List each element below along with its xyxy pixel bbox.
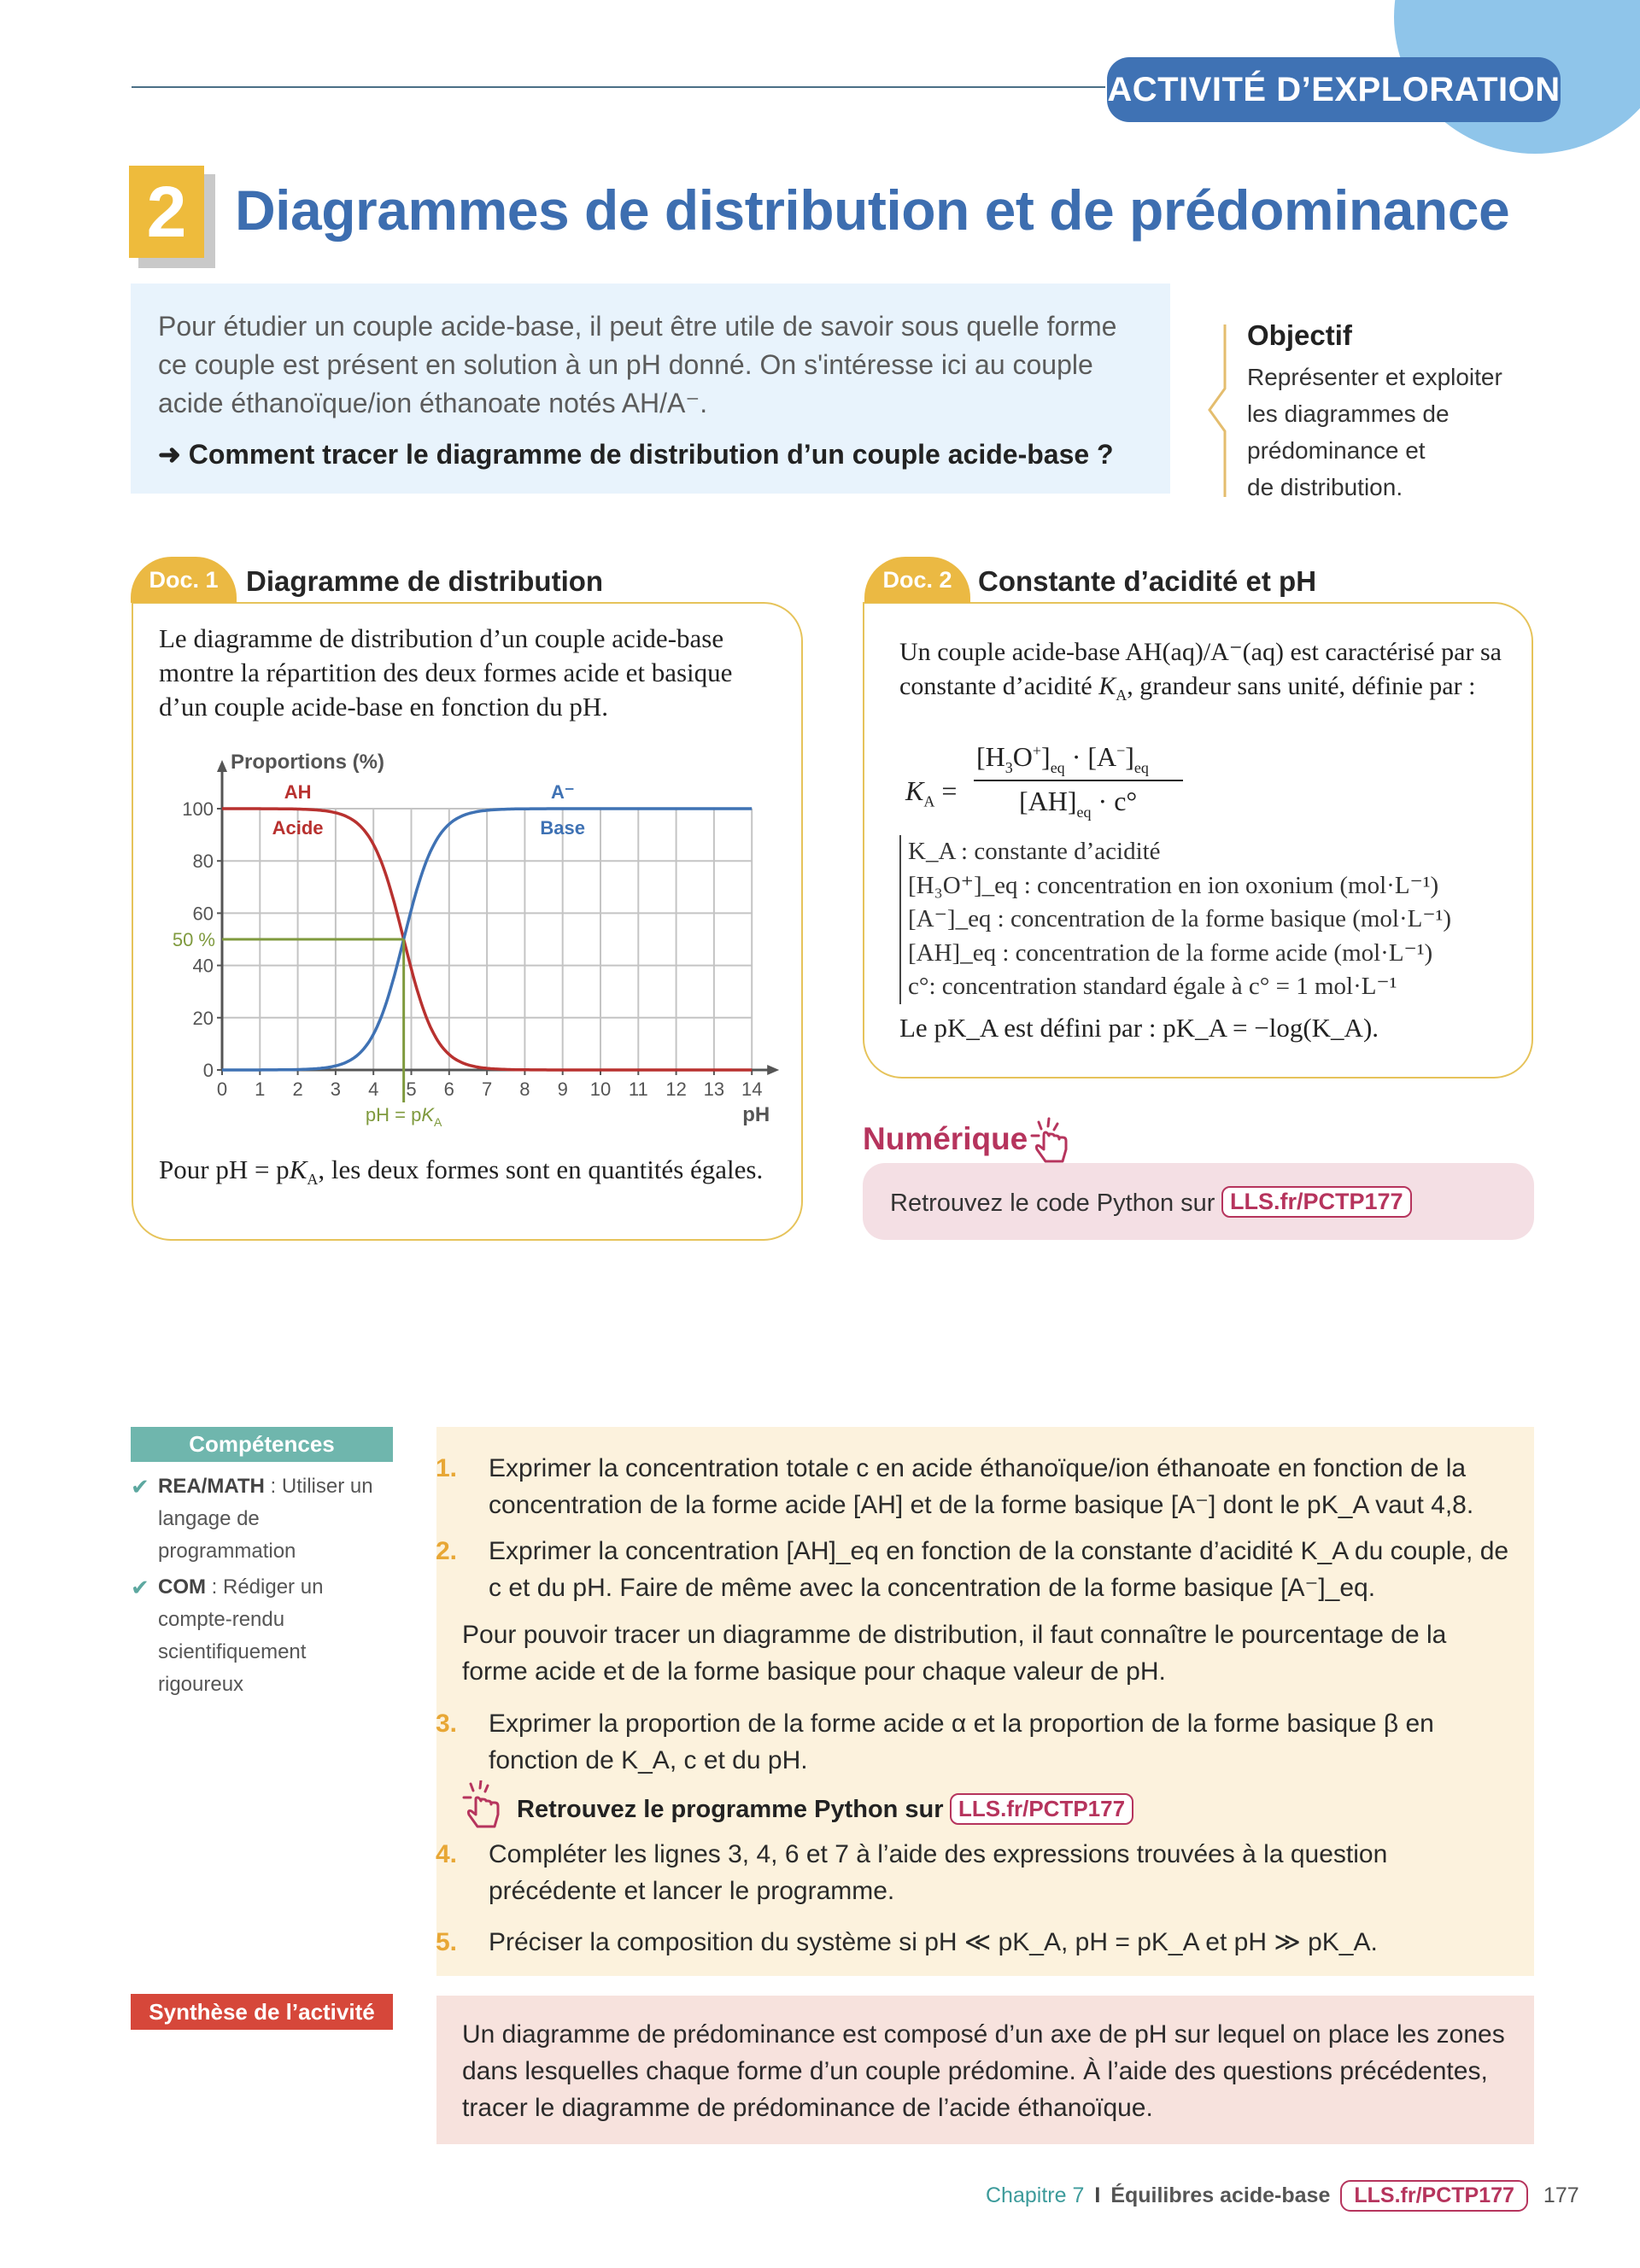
footer	[986, 2180, 1579, 2212]
objective-line: prédominance et	[1247, 437, 1426, 464]
svg-text:Proportions (%): Proportions (%)	[231, 751, 384, 774]
doc2-title: Constante d’acidité et pH	[978, 565, 1317, 597]
doc1-tab: Doc. 1	[131, 557, 237, 603]
intro-question	[158, 438, 1145, 471]
doc2-text: Un couple acide-base AH(aq)/A⁻(aq) est caractérisé par sa constante d’acidité $K_A$, grandeur sans unité, définie par :	[899, 638, 1502, 704]
doc1-text: Le diagramme de distribution d’un couple acide-base montre la répartition des deux formes acide et basique d’un couple acide-base en fonction du pH.	[159, 623, 733, 722]
distribution-chart	[145, 743, 794, 1136]
footer-chapter: Chapitre 7	[986, 2183, 1085, 2207]
svg-text:6: 6	[443, 1078, 454, 1100]
svg-text:pH = pKA: pH = $pK_A$	[365, 1104, 442, 1129]
activity-number-badge: 2	[129, 166, 204, 258]
header-rule	[132, 86, 1105, 88]
question-5: 5. Préciser la composition du système si pH ≪ pK_A, pH = pK_A et pH ≫ pK_A.	[436, 1928, 1378, 1956]
competence-item: ✔ COM : Rédiger un compte-rendu scientifiquement rigoureux	[131, 1571, 387, 1701]
objective-title: Objectif	[1247, 319, 1352, 351]
svg-text:4: 4	[368, 1078, 379, 1100]
pka-definition: Le pK_A est défini par : pK_A = −log(K_A).	[899, 1013, 1379, 1043]
svg-text:8: 8	[519, 1078, 530, 1100]
competences-header: Compétences	[131, 1427, 393, 1462]
numerique-title: Numérique	[863, 1121, 1028, 1156]
question-3: 3. Exprimer la proportion de la forme acide α et la proportion de la forme basique β en fonction de K_A, c et du pH.	[436, 1710, 1434, 1774]
svg-text:40: 40	[192, 955, 214, 977]
synthese-text: Un diagramme de prédominance est composé d’un axe de pH sur lequel on place les zones dans lesquelles chaque forme d’un couple prédomine. À l’aide des questions précédentes, tracer le diagramme de prédominance de l’acide éthanoïque.	[462, 2020, 1505, 2122]
ka-formula	[904, 741, 1194, 827]
synthese-tag: Synthèse de l’activité	[131, 1994, 393, 2030]
fraction-bar	[974, 780, 1183, 781]
svg-text:10: 10	[589, 1078, 612, 1100]
svg-text:20: 20	[192, 1007, 214, 1029]
objective-line: les diagrammes de	[1247, 400, 1450, 427]
intro-box	[131, 284, 1170, 494]
check-icon: ✔	[131, 1474, 149, 1499]
svg-text:7: 7	[481, 1078, 493, 1100]
svg-text:0: 0	[202, 1060, 214, 1081]
objective-line: de distribution.	[1247, 474, 1403, 500]
svg-text:11: 11	[628, 1078, 648, 1100]
legend-item: [AH]_eq : concentration de la forme acide (mol·L⁻¹)	[908, 938, 1433, 967]
questions-intro: Pour pouvoir tracer un diagramme de distribution, il faut connaître le pourcentage de la forme acide et de la forme basique pour chaque valeur de pH.	[462, 1621, 1447, 1686]
page-title: Diagrammes de distribution et de prédominance	[235, 178, 1510, 242]
doc2-tab: Doc. 2	[864, 557, 970, 603]
svg-text:9: 9	[557, 1078, 568, 1100]
svg-text:A⁻: A⁻	[550, 781, 575, 803]
svg-text:2: 2	[292, 1078, 303, 1100]
svg-text:80: 80	[192, 850, 214, 873]
legend-item: K_A : constante d’acidité	[908, 838, 1161, 865]
intro-text: Pour étudier un couple acide-base, il peut être utile de savoir sous quelle forme ce couple est présent en solution à un pH donné. On s'intéresse ici au couple acide éthanoïque/ion éthanoate notés AH/A⁻.	[158, 311, 1117, 418]
question-text: Comment tracer le diagramme de distribution d’un couple acide-base ?	[188, 439, 1114, 470]
svg-text:50 %: 50 %	[172, 929, 215, 950]
legend-item: [A⁻]_eq : concentration de la forme basique (mol·L⁻¹)	[908, 905, 1451, 932]
question-4: 4. Compléter les lignes 3, 4, 6 et 7 à l’aide des expressions trouvées à la question précédente et lancer le programme.	[436, 1840, 1388, 1905]
formula-numerator: $[H_3O^+]_{eq} \cdot [A^-]_{eq}$	[976, 741, 1149, 776]
numerique-link[interactable]: LLS.fr/PCTP177	[1221, 1186, 1412, 1218]
svg-text:5: 5	[406, 1078, 417, 1100]
footer-topic: Équilibres acide-base	[1110, 2183, 1331, 2207]
doc1-title: Diagramme de distribution	[246, 565, 604, 597]
formula-legend	[899, 835, 1514, 1004]
doc1-caption: Pour pH = $pK_A$, les deux formes sont en quantités égales.	[159, 1154, 764, 1189]
svg-text:Acide: Acide	[272, 817, 324, 839]
arrow-icon: ➜	[158, 439, 181, 470]
svg-text:3: 3	[330, 1078, 342, 1100]
page-number: 177	[1543, 2183, 1579, 2207]
program-text: Retrouvez le programme Python sur	[517, 1796, 944, 1823]
svg-text:100: 100	[182, 798, 214, 820]
svg-text:0: 0	[216, 1078, 228, 1100]
footer-link[interactable]: LLS.fr/PCTP177	[1340, 2180, 1528, 2212]
svg-text:12: 12	[665, 1078, 687, 1100]
question-1: 1. Exprimer la concentration totale c en acide éthanoïque/ion éthanoate en fonction de la concentration de la forme acide [AH] et de la forme basique [A⁻] dont le pK_A vaut 4,8.	[436, 1454, 1474, 1519]
activity-type-badge: ACTIVITÉ D’EXPLORATION	[1107, 57, 1561, 122]
objective-line: Représenter et exploiter	[1247, 364, 1502, 390]
svg-text:AH: AH	[284, 781, 312, 803]
numerique-text: Retrouvez le code Python sur	[890, 1190, 1215, 1217]
competences-list	[131, 1470, 387, 1704]
svg-text:60: 60	[192, 903, 214, 925]
footer-separator: I	[1094, 2183, 1101, 2207]
formula-denominator: $[AH]_{eq} \cdot c^\circ$	[1019, 786, 1138, 821]
bracket-icon	[1206, 324, 1237, 497]
pointing-hand-icon	[462, 1780, 515, 1830]
svg-text:1: 1	[255, 1078, 266, 1100]
program-link[interactable]: LLS.fr/PCTP177	[950, 1793, 1133, 1825]
svg-text:14: 14	[741, 1078, 763, 1100]
formula-lhs: $K_A$ =	[905, 775, 958, 810]
objective-text	[1247, 359, 1529, 506]
synthese-box	[436, 1996, 1534, 2144]
legend-item: c°: concentration standard égale à c° = 1 mol·L⁻¹	[908, 973, 1397, 1000]
check-icon: ✔	[131, 1575, 149, 1600]
legend-item: [H₃O⁺]_eq : concentration en ion oxonium (mol·L⁻¹)	[908, 871, 1439, 899]
pointing-hand-icon	[1025, 1117, 1078, 1165]
svg-text:13: 13	[703, 1078, 725, 1100]
svg-text:Base: Base	[540, 817, 585, 839]
svg-text:pH: pH	[742, 1103, 770, 1126]
question-2: 2. Exprimer la concentration [AH]_eq en fonction de la constante d’acidité K_A du couple, de c et du pH. Faire de même avec la concentration de la forme basique [A⁻]_eq.	[436, 1537, 1509, 1602]
competence-item: ✔ REA/MATH : Utiliser un langage de programmation	[131, 1470, 387, 1568]
